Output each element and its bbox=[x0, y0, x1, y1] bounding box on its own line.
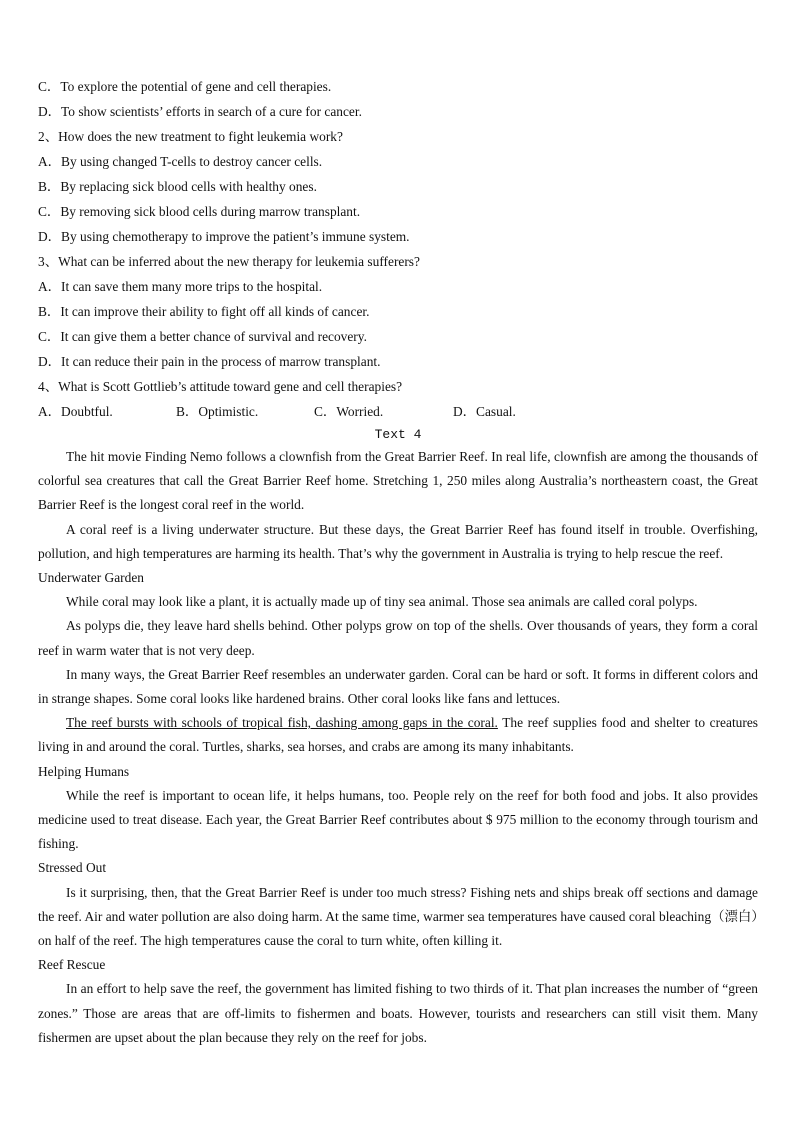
q4-options-row bbox=[38, 399, 758, 424]
paragraph-3: While coral may look like a plant, it is actually made up of tiny sea animal. Those sea animals are called coral polyps. bbox=[66, 594, 698, 610]
q1-option-d: D．To show scientists’ efforts in search of a cure for cancer. bbox=[38, 104, 362, 119]
paragraph-4: As polyps die, they leave hard shells behind. Other polyps grow on top of the shells. Over thousands of years, they form a coral reef in warm water that is not very deep. bbox=[38, 618, 758, 658]
paragraph-5: In many ways, the Great Barrier Reef resembles an underwater garden. Coral can be hard or soft. It forms in different colors and in strange shapes. Some coral looks like hardened brains. Other coral looks like fans and lettuces. bbox=[38, 666, 758, 707]
q4-option-b: B．Optimistic. bbox=[176, 404, 259, 419]
q2-option-a: A．By using changed T-cells to destroy cancer cells. bbox=[38, 154, 323, 169]
q3-option-a: A．It can save them many more trips to the hospital. bbox=[38, 279, 323, 294]
q3-option-d: D．It can reduce their pain in the process of marrow transplant. bbox=[38, 354, 381, 369]
q4-option-a: A．Doubtful. bbox=[38, 404, 113, 419]
q3-stem: 3、What can be inferred about the new therapy for leukemia sufferers? bbox=[38, 254, 420, 269]
text4-title: Text 4 bbox=[374, 427, 422, 442]
q4-option-c: C．Worried. bbox=[314, 404, 384, 419]
paragraph-7: While the reef is important to ocean life, it helps humans, too. People rely on the reef for both food and jobs. It also provides medicine used to treat disease. Each year, the Great Barrier Reef contributes about $ 975 million to the economy through tourism and fishing. bbox=[38, 787, 758, 852]
q2-stem: 2、How does the new treatment to fight leukemia work? bbox=[38, 129, 343, 144]
section-heading-stressed-out: Stressed Out bbox=[38, 860, 107, 876]
paragraph-2: A coral reef is a living underwater structure. But these days, the Great Barrier Reef has found itself in trouble. Overfishing, pollution, and high temperatures are harming its health. That’s why the government in Australia is trying to help rescue the reef. bbox=[38, 521, 758, 561]
section-heading-underwater-garden: Underwater Garden bbox=[38, 570, 144, 586]
section-heading-helping-humans: Helping Humans bbox=[38, 763, 130, 779]
q3-option-c: C．It can give them a better chance of survival and recovery. bbox=[38, 329, 367, 344]
document-page bbox=[38, 74, 758, 1050]
q3-option-b: B．It can improve their ability to fight off all kinds of cancer. bbox=[38, 304, 370, 319]
paragraph-6-rest: The reef supplies food and shelter to creatures living in and around the coral. Turtles, sharks, sea horses, and crabs are among its many inhabitants. bbox=[38, 715, 758, 755]
q4-option-d: D．Casual. bbox=[453, 404, 516, 419]
section-heading-reef-rescue: Reef Rescue bbox=[38, 957, 106, 973]
paragraph-1: The hit movie Finding Nemo follows a clownfish from the Great Barrier Reef. In real life, clownfish are among the thousands of colorful sea creatures that call the Great Barrier Reef home. Stretching 1, 250 miles along Australia’s northeastern coast, the Great Barrier Reef is the longest coral reef in the world. bbox=[38, 449, 758, 513]
q2-option-c: C．By removing sick blood cells during marrow transplant. bbox=[38, 204, 361, 219]
paragraph-8: Is it surprising, then, that the Great Barrier Reef is under too much stress? Fishing nets and ships break off sections and damage the reef. Air and water pollution are also doing harm. At the same time, warmer sea temperatures have caused coral bleaching（漂白）on half of the reef. The high temperatures cause the coral to turn white, often killing it. bbox=[38, 884, 758, 949]
underlined-sentence: The reef bursts with schools of tropical fish, dashing among gaps in the coral. bbox=[66, 715, 498, 731]
paragraph-9: In an effort to help save the reef, the government has limited fishing to two thirds of it. That plan increases the number of “green zones.” Those are areas that are off-limits to fishermen and boats. However, tourists and researchers can still visit them. Many fishermen are upset about the plan because they rely on the reef for jobs. bbox=[38, 981, 758, 1045]
q2-option-b: B．By replacing sick blood cells with healthy ones. bbox=[38, 179, 317, 194]
q2-option-d: D．By using chemotherapy to improve the patient’s immune system. bbox=[38, 229, 410, 244]
paragraph-6 bbox=[38, 711, 758, 759]
q1-option-c: C．To explore the potential of gene and cell therapies. bbox=[38, 79, 332, 94]
q4-stem: 4、What is Scott Gottlieb’s attitude toward gene and cell therapies? bbox=[38, 379, 403, 394]
